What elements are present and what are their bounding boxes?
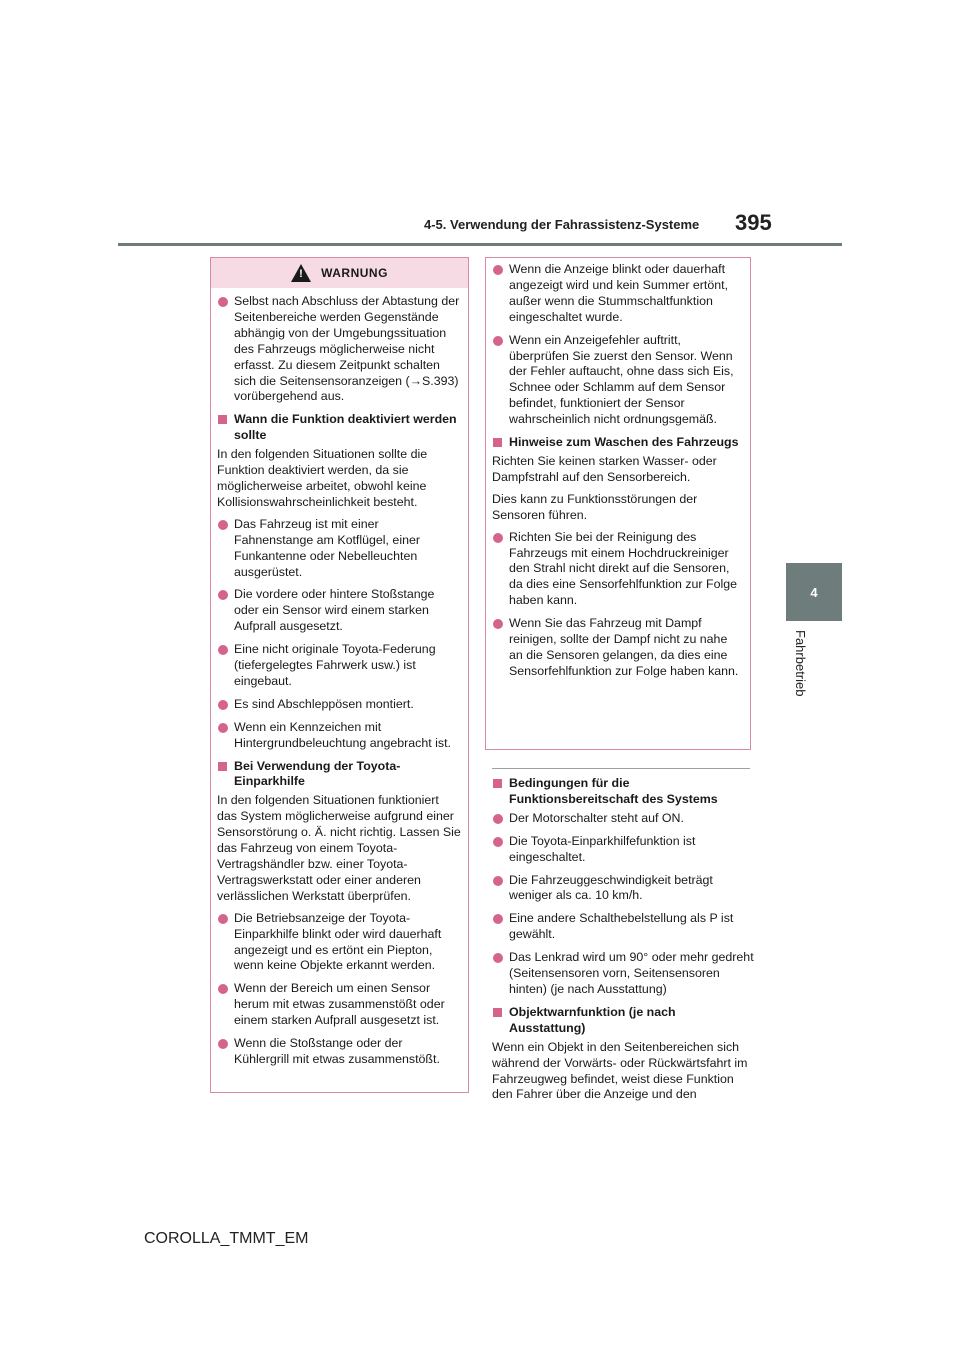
section-heading: Hinweise zum Waschen des Fahrzeugs xyxy=(492,435,743,451)
paragraph: Dies kann zu Funktionsstörungen der Sensoren führen. xyxy=(492,491,698,522)
section-heading: Wann die Funktion deaktiviert werden sollte xyxy=(217,412,461,444)
warning-header xyxy=(211,258,468,288)
chapter-title: Fahrbetrieb xyxy=(793,630,808,697)
bullet-item: Wenn Sie das Fahrzeug mit Dampf reinigen, sollte der Dampf nicht zu nahe an die Sensoren gelangen, da dies eine Sensorfehlfunktion zur Folge haben kann. xyxy=(492,616,743,680)
caution-body xyxy=(486,258,750,691)
section-heading: Bedingungen für die Funktionsbereitschaft des Systems xyxy=(492,776,754,808)
bullet-item: Eine nicht originale Toyota-Federung (tiefergelegtes Fahrwerk usw.) ist eingebaut. xyxy=(217,642,461,690)
chapter-tab[interactable]: 4 xyxy=(786,563,842,621)
bullet-item: Wenn die Stoßstange oder der Kühlergrill mit etwas zusammenstößt. xyxy=(217,1036,461,1068)
bullet-item: Das Lenkrad wird um 90° oder mehr gedreht (Seitensensoren vorn, Seitensensoren hinten) (je nach Ausstattung) xyxy=(492,950,754,998)
header-rule xyxy=(118,243,842,246)
bullet-item: Die Fahrzeuggeschwindigkeit beträgt weniger als ca. 10 km/h. xyxy=(492,873,754,905)
section-heading: Bei Verwendung der Toyota-Einparkhilfe xyxy=(217,759,461,791)
paragraph: Richten Sie keinen starken Wasser- oder Dampfstrahl auf den Sensorbereich. xyxy=(492,453,717,484)
main-column xyxy=(492,776,754,1109)
bullet-item: Selbst nach Abschluss der Abtastung der Seitenbereiche werden Gegenstände abhängig von der Umgebungssituation des Fahrzeugs möglicherweise nicht erfasst. Zu diesem Zeitpunkt schalten sich die Seitensensoranzeigen (→S.393) vorübergehend aus. xyxy=(217,294,461,405)
paragraph: In den folgenden Situationen sollte die Funktion deaktiviert werden, da sie möglicherweise arbeitet, obwohl keine Kollisionswahrscheinlichkeit besteht. xyxy=(217,447,428,509)
page-number: 395 xyxy=(735,210,772,235)
warning-title: WARNUNG xyxy=(321,266,388,280)
document-code: COROLLA_TMMT_EM xyxy=(144,1230,309,1247)
paragraph: Wenn ein Objekt in den Seitenbereichen sich während der Vorwärts- oder Rückwärtsfahrt im Fahrzeugweg befindet, weist diese Funktion den Fahrer über die Anzeige und den xyxy=(492,1039,748,1102)
bullet-item: Es sind Abschleppösen montiert. xyxy=(217,697,461,713)
bullet-item: Wenn der Bereich um einen Sensor herum mit etwas zusammenstößt oder einem starken Aufprall ausgesetzt ist. xyxy=(217,981,461,1029)
bullet-item: Wenn ein Anzeigefehler auftritt, überprüfen Sie zuerst den Sensor. Wenn der Fehler auftaucht, ohne dass sich Eis, Schnee oder Schlamm auf dem Sensor befindet, funktioniert der Sensor wahrscheinlich nicht ordnungsgemäß. xyxy=(492,333,743,428)
bullet-item: Die Betriebsanzeige der Toyota-Einparkhilfe blinkt oder wird dauerhaft angezeigt und es ertönt ein Piepton, wenn keine Objekte erkannt werden. xyxy=(217,911,461,975)
section-heading: Objektwarnfunktion (je nach Ausstattung) xyxy=(492,1005,754,1037)
section-title: 4-5. Verwendung der Fahrassistenz-Systeme xyxy=(424,217,700,232)
bullet-item: Die vordere oder hintere Stoßstange oder ein Sensor wird einem starken Aufprall ausgesetzt. xyxy=(217,587,461,635)
bullet-item: Wenn die Anzeige blinkt oder dauerhaft angezeigt wird und kein Summer ertönt, außer wenn die Stummschaltfunktion eingeschaltet wurde. xyxy=(492,262,743,326)
bullet-item: Die Toyota-Einparkhilfefunktion ist eingeschaltet. xyxy=(492,834,754,866)
warning-box xyxy=(210,257,469,1093)
section-separator xyxy=(492,768,750,769)
bullet-item: Eine andere Schalthebelstellung als P ist gewählt. xyxy=(492,911,754,943)
caution-box-continued xyxy=(485,257,751,750)
warning-body xyxy=(211,288,468,1079)
bullet-item: Der Motorschalter steht auf ON. xyxy=(492,811,754,827)
warning-triangle-icon xyxy=(291,264,311,282)
paragraph: In den folgenden Situationen funktioniert das System möglicherweise aufgrund einer Sensorstörung o. Ä. nicht richtig. Lassen Sie das Fahrzeug von einem Toyota-Vertragshändler bzw. einer Toyota-Vertragswerkstatt oder einer anderen verlässlichen Werkstatt überprüfen. xyxy=(217,793,461,903)
bullet-item: Das Fahrzeug ist mit einer Fahnenstange am Kotflügel, einer Funkantenne oder Nebelleuchten ausgerüstet. xyxy=(217,517,461,581)
bullet-item: Wenn ein Kennzeichen mit Hintergrundbeleuchtung angebracht ist. xyxy=(217,720,461,752)
bullet-item: Richten Sie bei der Reinigung des Fahrzeugs mit einem Hochdruckreiniger den Strahl nicht direkt auf die Sensoren, da dies eine Sensorfehlfunktion zur Folge haben kann. xyxy=(492,530,743,610)
